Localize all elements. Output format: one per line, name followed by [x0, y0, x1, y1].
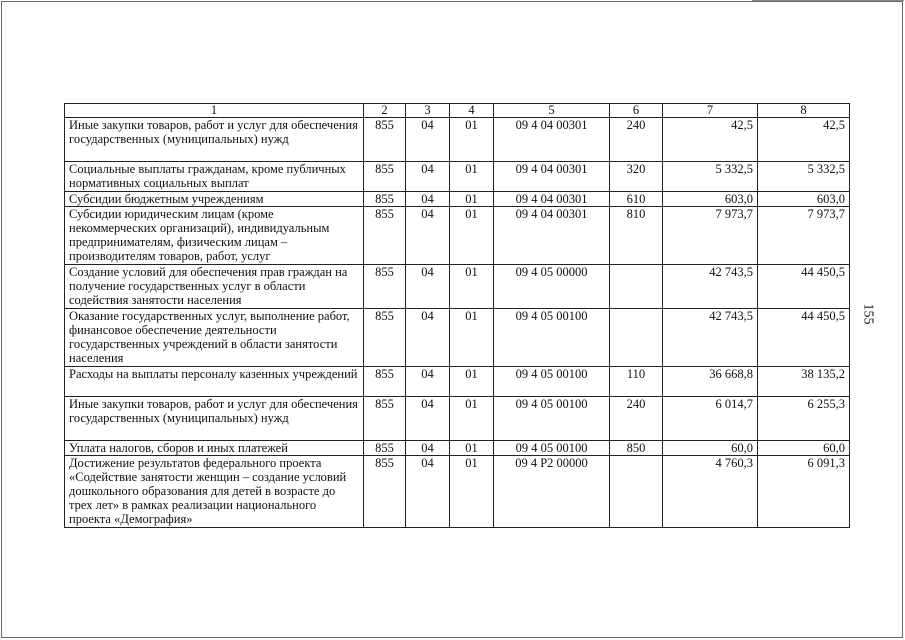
target-article-cell: 09 4 04 00301: [494, 162, 610, 192]
row-name-cell: Иные закупки товаров, работ и услуг для обеспечения государственных (муниципальных) нужд: [65, 397, 364, 441]
page-number: 155: [860, 303, 876, 325]
admin-code-cell: 855: [364, 162, 406, 192]
amount-year2-cell: 6 255,3: [758, 397, 850, 441]
table-row: [65, 456, 850, 528]
column-header: 2: [364, 104, 406, 118]
target-article-cell: 09 4 04 00301: [494, 118, 610, 162]
amount-year1-cell: 42 743,5: [663, 309, 758, 367]
subsection-code-cell: 01: [450, 118, 494, 162]
subsection-code-cell: 01: [450, 367, 494, 397]
section-code-cell: 04: [406, 192, 450, 207]
section-code-cell: 04: [406, 207, 450, 265]
table-row: [65, 309, 850, 367]
expense-type-cell: 610: [610, 192, 663, 207]
target-article-cell: 09 4 04 00301: [494, 192, 610, 207]
table-row: [65, 397, 850, 441]
admin-code-cell: 855: [364, 192, 406, 207]
amount-year2-cell: 5 332,5: [758, 162, 850, 192]
table-row: [65, 118, 850, 162]
expense-type-cell: [610, 309, 663, 367]
expense-type-cell: 850: [610, 441, 663, 456]
admin-code-cell: 855: [364, 309, 406, 367]
amount-year1-cell: 4 760,3: [663, 456, 758, 528]
expense-type-cell: [610, 265, 663, 309]
row-name-cell: Оказание государственных услуг, выполнение работ, финансовое обеспечение деятельности государственных учреждений в области занятости населения: [65, 309, 364, 367]
target-article-cell: 09 4 05 00000: [494, 265, 610, 309]
expense-type-cell: [610, 456, 663, 528]
subsection-code-cell: 01: [450, 309, 494, 367]
section-code-cell: 04: [406, 309, 450, 367]
amount-year2-cell: 42,5: [758, 118, 850, 162]
row-name-cell: Достижение результатов федерального проекта «Содействие занятости женщин – создание условий дошкольного образования для детей в возрасте до трех лет» в рамках реализации национального проекта «Демография»: [65, 456, 364, 528]
header-row: [65, 104, 850, 118]
table-row: [65, 192, 850, 207]
column-header: 3: [406, 104, 450, 118]
amount-year1-cell: 60,0: [663, 441, 758, 456]
row-name-cell: Уплата налогов, сборов и иных платежей: [65, 441, 364, 456]
section-code-cell: 04: [406, 118, 450, 162]
section-code-cell: 04: [406, 441, 450, 456]
target-article-cell: 09 4 05 00100: [494, 441, 610, 456]
subsection-code-cell: 01: [450, 265, 494, 309]
admin-code-cell: 855: [364, 397, 406, 441]
amount-year1-cell: 6 014,7: [663, 397, 758, 441]
column-header: 1: [65, 104, 364, 118]
row-name-cell: Социальные выплаты гражданам, кроме публичных нормативных социальных выплат: [65, 162, 364, 192]
admin-code-cell: 855: [364, 367, 406, 397]
expense-type-cell: 240: [610, 118, 663, 162]
budget-table: [64, 103, 850, 528]
amount-year1-cell: 5 332,5: [663, 162, 758, 192]
section-code-cell: 04: [406, 456, 450, 528]
column-header: 7: [663, 104, 758, 118]
admin-code-cell: 855: [364, 118, 406, 162]
target-article-cell: 09 4 05 00100: [494, 309, 610, 367]
admin-code-cell: 855: [364, 441, 406, 456]
table-row: [65, 265, 850, 309]
section-code-cell: 04: [406, 367, 450, 397]
amount-year2-cell: 38 135,2: [758, 367, 850, 397]
expense-type-cell: 240: [610, 397, 663, 441]
amount-year2-cell: 60,0: [758, 441, 850, 456]
table-row: [65, 207, 850, 265]
section-code-cell: 04: [406, 397, 450, 441]
column-header: 6: [610, 104, 663, 118]
amount-year2-cell: 603,0: [758, 192, 850, 207]
table-row: [65, 441, 850, 456]
amount-year1-cell: 42 743,5: [663, 265, 758, 309]
amount-year2-cell: 44 450,5: [758, 309, 850, 367]
target-article-cell: 09 4 04 00301: [494, 207, 610, 265]
subsection-code-cell: 01: [450, 192, 494, 207]
column-header: 4: [450, 104, 494, 118]
table-row: [65, 162, 850, 192]
amount-year2-cell: 7 973,7: [758, 207, 850, 265]
subsection-code-cell: 01: [450, 456, 494, 528]
row-name-cell: Расходы на выплаты персоналу казенных учреждений: [65, 367, 364, 397]
admin-code-cell: 855: [364, 265, 406, 309]
top-edge-line: [752, 0, 904, 1]
expense-type-cell: 320: [610, 162, 663, 192]
table-row: [65, 367, 850, 397]
expense-type-cell: 110: [610, 367, 663, 397]
amount-year1-cell: 603,0: [663, 192, 758, 207]
section-code-cell: 04: [406, 162, 450, 192]
column-header: 8: [758, 104, 850, 118]
target-article-cell: 09 4 P2 00000: [494, 456, 610, 528]
amount-year2-cell: 44 450,5: [758, 265, 850, 309]
column-header: 5: [494, 104, 610, 118]
row-name-cell: Иные закупки товаров, работ и услуг для обеспечения государственных (муниципальных) нужд: [65, 118, 364, 162]
admin-code-cell: 855: [364, 207, 406, 265]
amount-year2-cell: 6 091,3: [758, 456, 850, 528]
subsection-code-cell: 01: [450, 441, 494, 456]
target-article-cell: 09 4 05 00100: [494, 367, 610, 397]
section-code-cell: 04: [406, 265, 450, 309]
row-name-cell: Субсидии бюджетным учреждениям: [65, 192, 364, 207]
subsection-code-cell: 01: [450, 207, 494, 265]
amount-year1-cell: 36 668,8: [663, 367, 758, 397]
expense-type-cell: 810: [610, 207, 663, 265]
amount-year1-cell: 42,5: [663, 118, 758, 162]
target-article-cell: 09 4 05 00100: [494, 397, 610, 441]
subsection-code-cell: 01: [450, 397, 494, 441]
row-name-cell: Субсидии юридическим лицам (кроме некоммерческих организаций), индивидуальным предпринимателям, физическим лицам – производителям товаров, работ, услуг: [65, 207, 364, 265]
admin-code-cell: 855: [364, 456, 406, 528]
row-name-cell: Создание условий для обеспечения прав граждан на получение государственных услуг в области содействия занятости населения: [65, 265, 364, 309]
amount-year1-cell: 7 973,7: [663, 207, 758, 265]
subsection-code-cell: 01: [450, 162, 494, 192]
